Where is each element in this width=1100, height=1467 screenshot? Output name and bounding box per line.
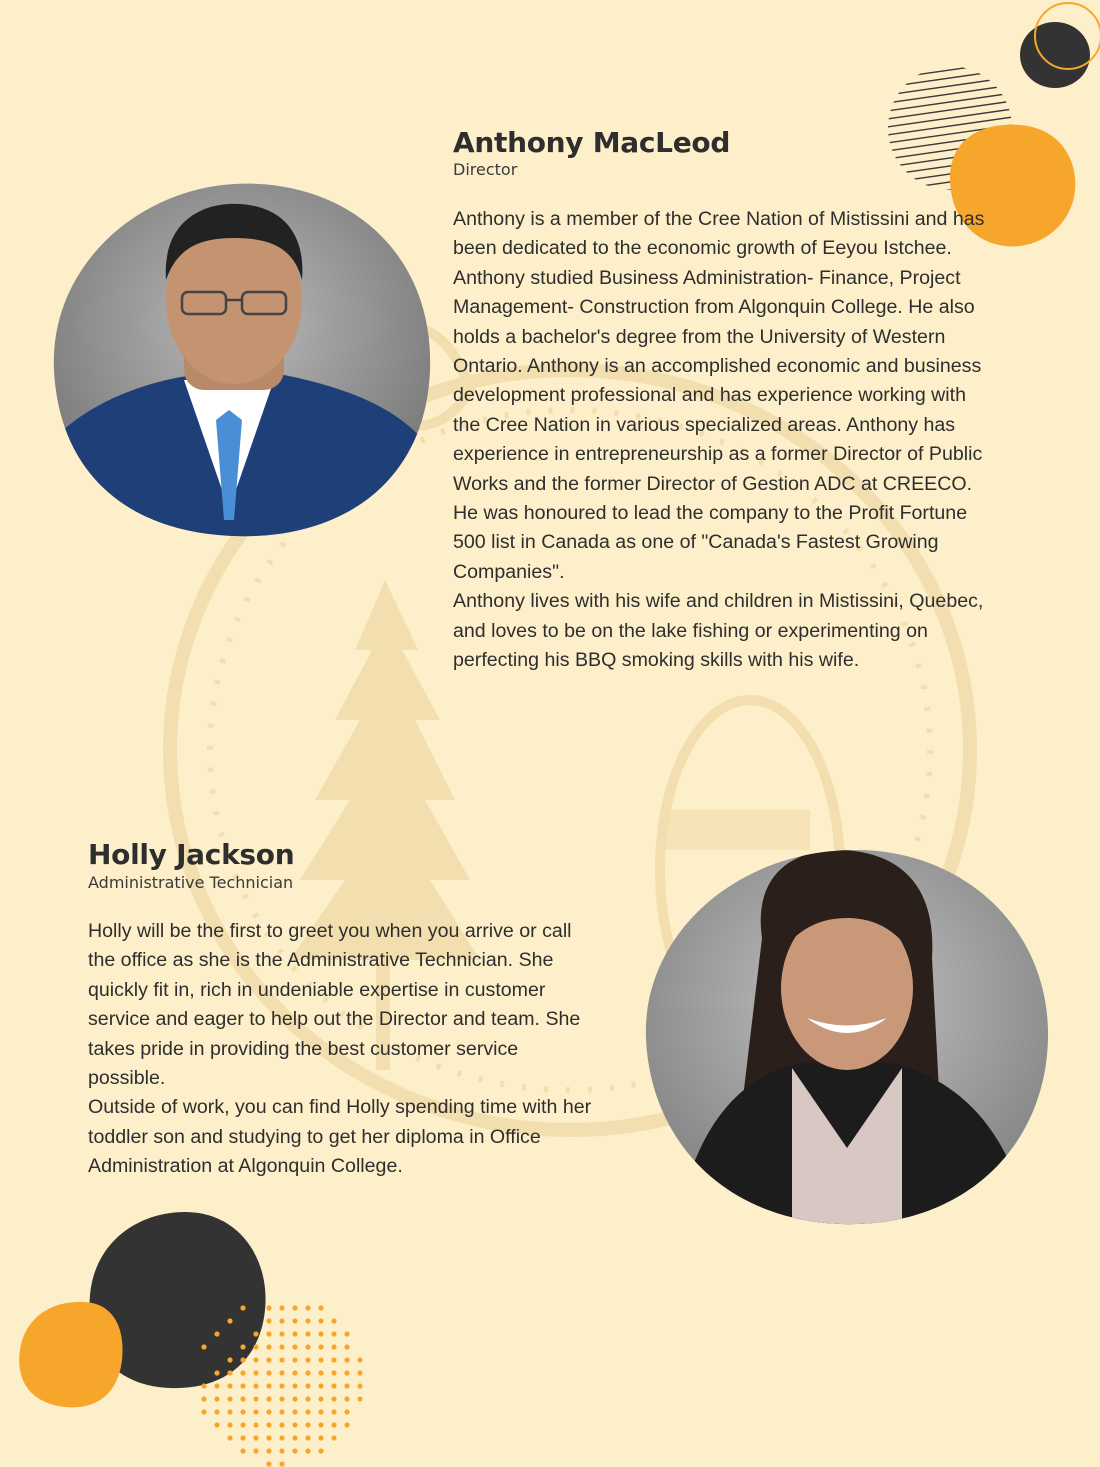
- decorative-dot: [357, 1396, 362, 1401]
- decorative-dot: [253, 1383, 258, 1388]
- decorative-dot: [344, 1331, 349, 1336]
- decorative-dot: [292, 1383, 297, 1388]
- decorative-dot: [214, 1331, 219, 1336]
- decorative-dot: [227, 1396, 232, 1401]
- anthony-portrait-photo: [44, 180, 434, 540]
- decorative-dot: [227, 1383, 232, 1388]
- decorative-dot: [227, 1422, 232, 1427]
- decorative-dot: [240, 1370, 245, 1375]
- decorative-dot: [253, 1331, 258, 1336]
- decorative-dot: [214, 1396, 219, 1401]
- bio-paragraph: Anthony lives with his wife and children in Mistissini, Quebec, and loves to be on the lake fishing or experimenting on perfecting his BBQ smoking skills with his wife.: [453, 590, 984, 672]
- decorative-dot: [318, 1383, 323, 1388]
- decorative-dot: [331, 1344, 336, 1349]
- decorative-dot: [318, 1305, 323, 1310]
- decorative-dot: [279, 1331, 284, 1336]
- decorative-dot: [279, 1461, 284, 1466]
- decorative-dot: [201, 1344, 206, 1349]
- decorative-dot: [292, 1357, 297, 1362]
- decorative-dot: [253, 1448, 258, 1453]
- decorative-dot: [240, 1383, 245, 1388]
- decorative-dot: [331, 1422, 336, 1427]
- decorative-dot: [253, 1357, 258, 1362]
- decorative-dot: [344, 1383, 349, 1388]
- decorative-dot: [318, 1435, 323, 1440]
- decorative-dot: [201, 1383, 206, 1388]
- decorative-dot: [240, 1409, 245, 1414]
- profile-bio-holly: [88, 917, 598, 1182]
- decorative-dot: [305, 1331, 310, 1336]
- decorative-dot: [318, 1318, 323, 1323]
- decorative-dot: [292, 1409, 297, 1414]
- decorative-dot: [266, 1461, 271, 1466]
- decorative-dot: [305, 1318, 310, 1323]
- decorative-dot: [279, 1305, 284, 1310]
- decorative-dot: [266, 1435, 271, 1440]
- holly-portrait-photo: [642, 848, 1052, 1228]
- decorative-dot: [227, 1370, 232, 1375]
- decorative-dot: [318, 1370, 323, 1375]
- decorative-dot: [214, 1422, 219, 1427]
- decorative-dot: [292, 1344, 297, 1349]
- decorative-dot: [279, 1448, 284, 1453]
- decorative-dot: [240, 1344, 245, 1349]
- decorative-dot: [292, 1331, 297, 1336]
- decorative-dot: [266, 1357, 271, 1362]
- profile-name-anthony: Anthony MacLeod: [453, 126, 731, 159]
- decorative-dot: [318, 1396, 323, 1401]
- decorative-dot: [253, 1422, 258, 1427]
- decorative-dot: [357, 1357, 362, 1362]
- decorative-dot: [266, 1383, 271, 1388]
- decorative-dot: [279, 1383, 284, 1388]
- decorative-dot: [201, 1396, 206, 1401]
- decorative-dot: [331, 1435, 336, 1440]
- decorative-dot: [240, 1396, 245, 1401]
- decorative-dot: [292, 1305, 297, 1310]
- decorative-dot: [266, 1370, 271, 1375]
- decorative-dot: [357, 1370, 362, 1375]
- decorative-dot: [266, 1305, 271, 1310]
- decorative-dot: [318, 1344, 323, 1349]
- decorative-dot: [331, 1383, 336, 1388]
- decorative-dot: [292, 1370, 297, 1375]
- decorative-dot: [279, 1396, 284, 1401]
- profile-bio-anthony: [453, 205, 988, 676]
- decorative-dot: [305, 1396, 310, 1401]
- decorative-dot: [240, 1357, 245, 1362]
- decorative-dot: [331, 1370, 336, 1375]
- decorative-dot: [305, 1370, 310, 1375]
- decorative-dot: [318, 1331, 323, 1336]
- decorative-dot: [227, 1409, 232, 1414]
- decorative-dot: [266, 1331, 271, 1336]
- decorative-dot: [240, 1448, 245, 1453]
- profile-name-holly: Holly Jackson: [88, 838, 295, 871]
- decorative-dot: [266, 1448, 271, 1453]
- decorative-dot: [331, 1357, 336, 1362]
- decorative-dot: [279, 1409, 284, 1414]
- decorative-dot: [214, 1409, 219, 1414]
- decorative-dot: [305, 1409, 310, 1414]
- bio-paragraph: Anthony is a member of the Cree Nation of Mistissini and has been dedicated to the economic growth of Eeyou Istchee. Anthony studied Business Administration- Finance, Project Management- Construction from Algonquin College. He also holds a bachelor's degree from the University of Western Ontario. Anthony is an accomplished economic and business development professional and has experience working with the Cree Nation in various specialized areas. Anthony has experience in entrepreneurship as a former Director of Public Works and the former Director of Gestion ADC at CREECO. He was honoured to lead the company to the Profit Fortune 500 list in Canada as one of "Canada's Fastest Growing Companies".: [453, 208, 985, 583]
- decorative-dot: [292, 1396, 297, 1401]
- decorative-dot: [305, 1357, 310, 1362]
- decorative-dot: [266, 1409, 271, 1414]
- decorative-dot: [305, 1435, 310, 1440]
- decorative-dot: [253, 1409, 258, 1414]
- decorative-dot: [344, 1357, 349, 1362]
- decorative-dot: [344, 1370, 349, 1375]
- decorative-dot: [331, 1318, 336, 1323]
- decorative-dot: [214, 1383, 219, 1388]
- decorative-dot: [292, 1318, 297, 1323]
- profile-role-holly: Administrative Technician: [88, 873, 294, 892]
- decorative-dot: [344, 1422, 349, 1427]
- decorative-dot: [214, 1370, 219, 1375]
- decorative-dot: [305, 1448, 310, 1453]
- decorative-dot: [318, 1409, 323, 1414]
- decorative-dot: [331, 1409, 336, 1414]
- decorative-dot: [331, 1331, 336, 1336]
- decorative-dot: [266, 1318, 271, 1323]
- decorative-dot: [279, 1318, 284, 1323]
- profile-role-anthony: Director: [453, 160, 518, 179]
- decorative-dot: [344, 1344, 349, 1349]
- decorative-dot: [305, 1422, 310, 1427]
- decorative-dot: [318, 1448, 323, 1453]
- decorative-shapes-bottom: [0, 1200, 380, 1467]
- decorative-dot: [279, 1357, 284, 1362]
- decorative-dot: [227, 1318, 232, 1323]
- decorative-dot: [292, 1448, 297, 1453]
- decorative-dot: [305, 1305, 310, 1310]
- decorative-dot: [292, 1422, 297, 1427]
- decorative-dot: [279, 1422, 284, 1427]
- decorative-dot: [292, 1435, 297, 1440]
- decorative-dot: [253, 1396, 258, 1401]
- decorative-dot: [279, 1344, 284, 1349]
- decorative-dot: [331, 1396, 336, 1401]
- decorative-dot: [318, 1422, 323, 1427]
- decorative-dot: [201, 1409, 206, 1414]
- decorative-dot: [266, 1422, 271, 1427]
- decorative-dot: [227, 1435, 232, 1440]
- decorative-dot: [357, 1383, 362, 1388]
- decorative-dot: [227, 1357, 232, 1362]
- decorative-dot: [318, 1357, 323, 1362]
- decorative-dot: [240, 1435, 245, 1440]
- decorative-dot: [253, 1435, 258, 1440]
- decorative-dot: [266, 1396, 271, 1401]
- bio-paragraph: Holly will be the first to greet you when you arrive or call the office as she is the Administrative Technician. She quickly fit in, rich in undeniable expertise in customer service and eager to help out the Director and team. She takes pride in providing the best customer service possible.: [88, 920, 581, 1090]
- decorative-dot: [240, 1305, 245, 1310]
- decorative-dot: [279, 1435, 284, 1440]
- decorative-dot: [305, 1344, 310, 1349]
- decorative-dot: [344, 1396, 349, 1401]
- bio-paragraph: Outside of work, you can find Holly spending time with her toddler son and studying to get her diploma in Office Administration at Algonquin College.: [88, 1096, 592, 1178]
- decorative-dot: [279, 1370, 284, 1375]
- decorative-dot: [344, 1409, 349, 1414]
- decorative-dot: [253, 1370, 258, 1375]
- decorative-dot: [253, 1344, 258, 1349]
- decorative-dot: [305, 1383, 310, 1388]
- decorative-dot: [266, 1344, 271, 1349]
- decorative-dot: [240, 1422, 245, 1427]
